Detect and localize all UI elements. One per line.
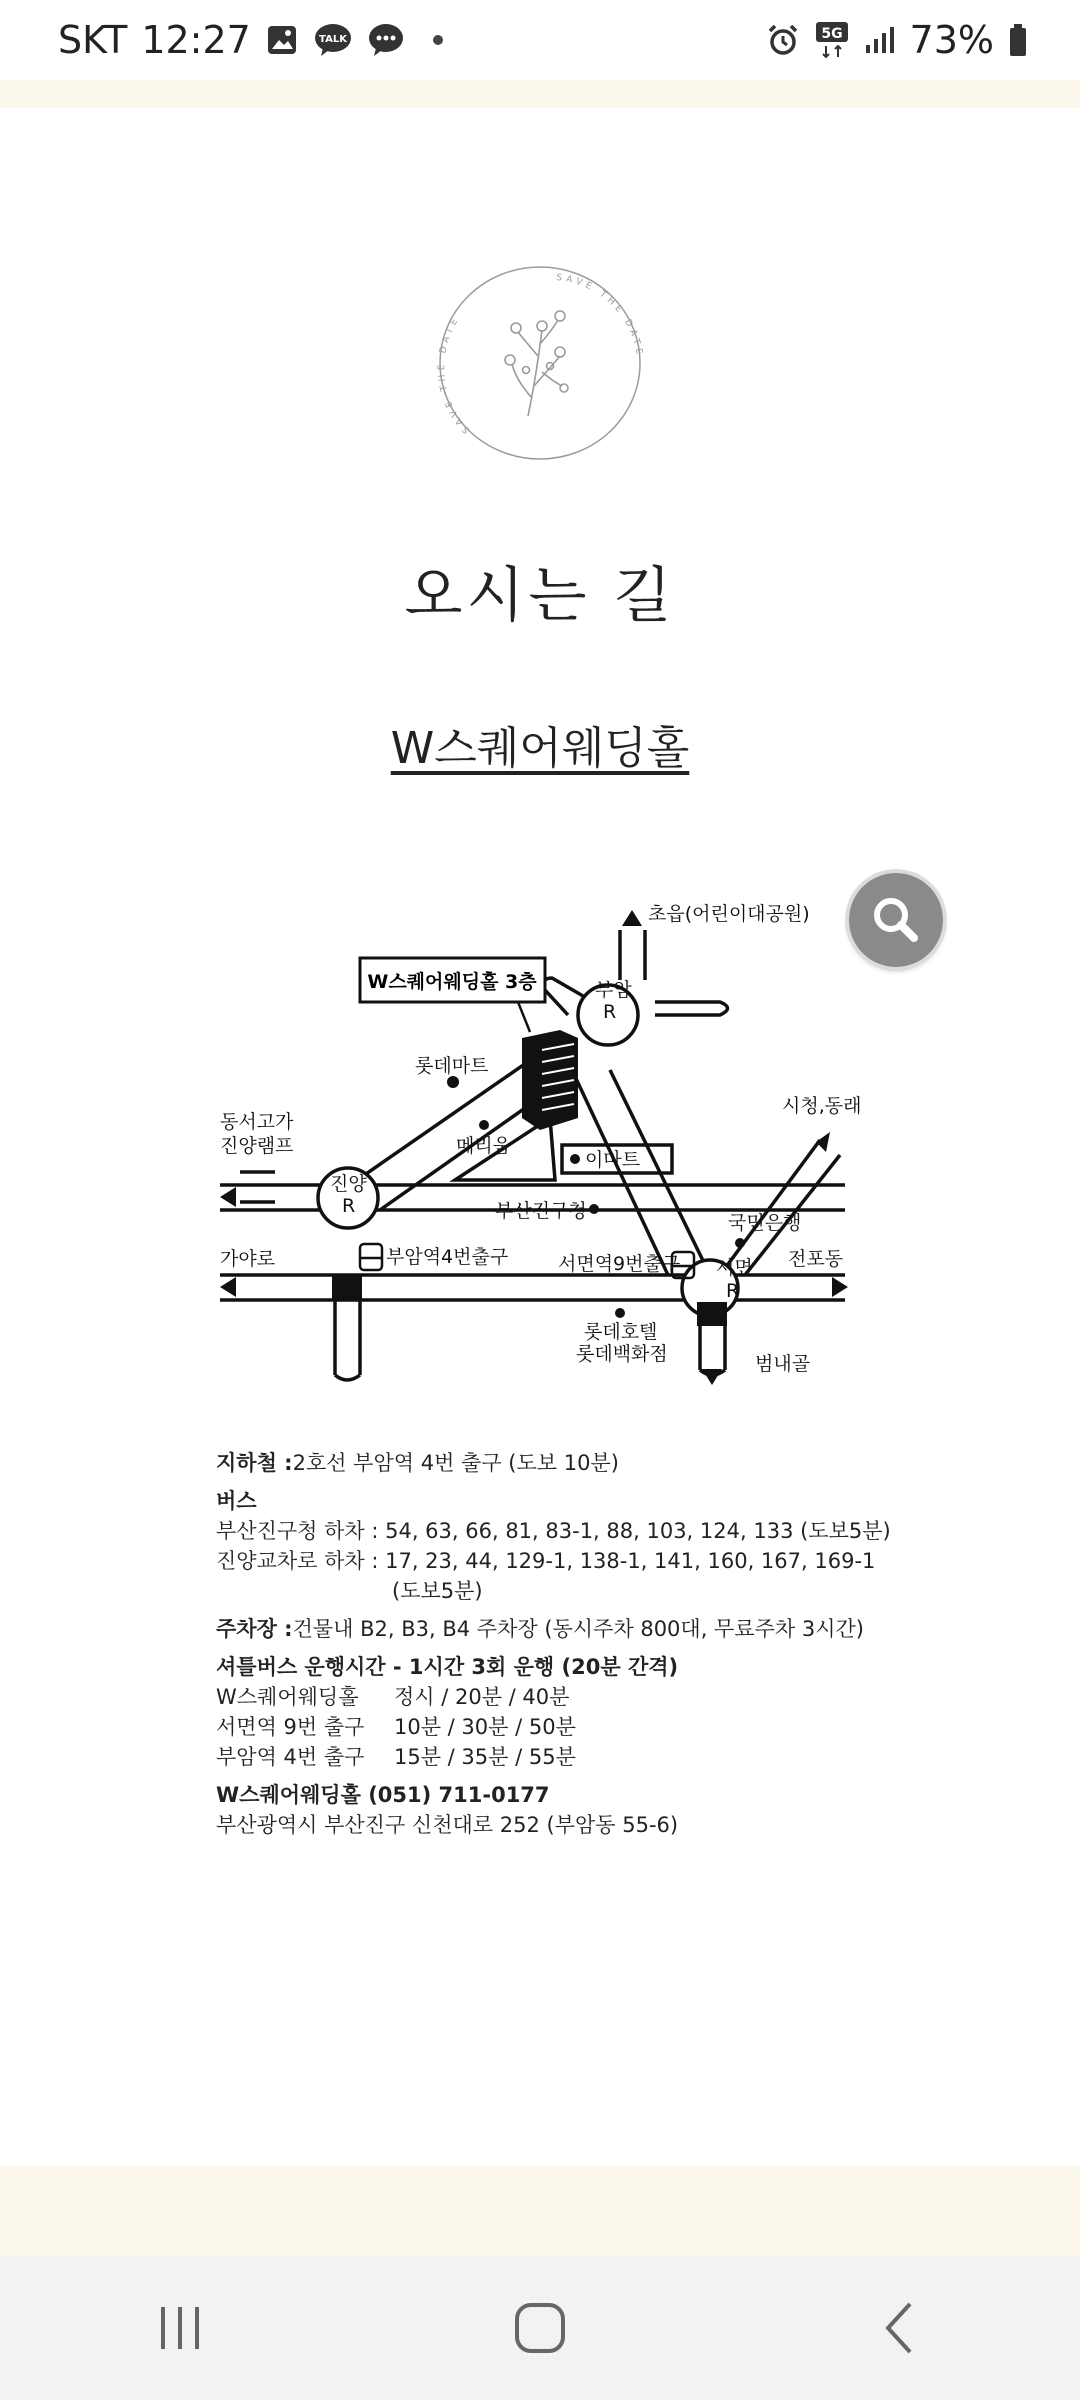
carrier-label: SKT	[58, 18, 128, 62]
alarm-icon	[766, 23, 800, 57]
map-label-dongseo: 동서고가	[220, 1111, 294, 1133]
bus-line: 부산진구청 하차 : 54, 63, 66, 81, 83-1, 88, 103, 124, 133 (도보5분)	[216, 1519, 891, 1543]
venue-link[interactable]: W스퀘어웨딩홀	[390, 723, 690, 774]
building-icon	[522, 1030, 578, 1130]
directions-info	[216, 1448, 1036, 1840]
top-band	[0, 80, 1080, 108]
back-icon	[880, 2300, 920, 2356]
status-bar-right	[766, 18, 1028, 62]
map-label-beomnaegol: 범내골	[755, 1353, 811, 1375]
contact-row: W스퀘어웨딩홀 (051) 711-0177	[216, 1783, 550, 1807]
address-row: 부산광역시 부산진구 신천대로 252 (부암동 55-6)	[216, 1813, 679, 1837]
system-nav-bar	[0, 2256, 1080, 2400]
status-bar-left	[58, 18, 443, 62]
svg-text:5G: 5G	[820, 26, 843, 42]
map-label-buam-exit: 부암역4번출구	[386, 1246, 509, 1268]
map-label-sicheong: 시청,동래	[782, 1095, 862, 1117]
bus-heading: 버스	[216, 1489, 257, 1513]
map-label-gayaro: 가야로	[220, 1248, 276, 1270]
kakaotalk-icon	[313, 22, 353, 58]
map-label-choeup: 초읍(어린이대공원)	[648, 903, 810, 925]
chat-icon	[367, 22, 405, 58]
notification-dot-icon	[433, 35, 443, 45]
clock: 12:27	[141, 18, 251, 62]
map-label-seomyeon-exit: 서면역9번출구	[558, 1253, 681, 1275]
shuttle-row: 부암역 4번 출구 15분 / 35분 / 55분	[216, 1745, 576, 1769]
flower-icon	[505, 311, 568, 416]
battery-percent: 73%	[909, 18, 994, 62]
shuttle-heading: 셔틀버스 운행시간 - 1시간 3회 운행 (20분 간격)	[216, 1655, 679, 1679]
bus-line: 진양교차로 하차 : 17, 23, 44, 129-1, 138-1, 141, 160, 167, 169-1	[216, 1549, 876, 1573]
svg-text:R: R	[342, 1195, 356, 1217]
shuttle-row: W스퀘어웨딩홀 정시 / 20분 / 40분	[216, 1685, 570, 1709]
shuttle-row: 서면역 9번 출구 10분 / 30분 / 50분	[216, 1715, 576, 1739]
parking-row: 주차장 : 건물내 B2, B3, B4 주차장 (동시주차 800대, 무료주차 3시간)	[216, 1617, 864, 1641]
svg-text:SAVE THE DATE: SAVE THE DATE	[437, 313, 473, 435]
back-button[interactable]	[840, 2278, 960, 2378]
svg-text:SAVE THE DATE: SAVE THE DATE	[555, 272, 645, 359]
recent-apps-button[interactable]	[120, 2278, 240, 2378]
save-the-date-stamp	[430, 260, 650, 470]
home-icon	[512, 2300, 568, 2356]
gallery-icon	[265, 23, 299, 57]
map-label-jinyang: 진양	[330, 1173, 367, 1195]
bus-line: (도보5분)	[392, 1579, 483, 1603]
map-label-lotte-hotel: 롯데호텔	[584, 1321, 658, 1343]
map-label-kookmin: 국민은행	[728, 1212, 802, 1234]
battery-icon	[1008, 23, 1028, 57]
magnifier-icon	[866, 890, 926, 950]
map-label-merium: 메리움	[456, 1135, 512, 1157]
svg-text:R: R	[726, 1280, 740, 1302]
svg-text:TALK: TALK	[318, 34, 347, 45]
map-label-busanjin-office: 부산진구청	[495, 1200, 587, 1222]
signal-icon	[864, 25, 896, 55]
home-button[interactable]	[480, 2278, 600, 2378]
subway-row: 지하철 : 2호선 부암역 4번 출구 (도보 10분)	[216, 1451, 619, 1475]
map-label-emart: 이마트	[585, 1149, 641, 1171]
map-label-jinyang-ramp: 진양램프	[220, 1135, 294, 1157]
map-label-buam: 부암	[595, 979, 632, 1001]
map-label-lotte-mart: 롯데마트	[415, 1055, 489, 1077]
map-building-label: W스퀘어웨딩홀 3층	[367, 971, 537, 993]
recent-apps-icon	[155, 2303, 205, 2353]
map-zoom-button[interactable]	[849, 873, 943, 967]
map-label-lotte-dept: 롯데백화점	[576, 1343, 668, 1365]
bus-icon	[360, 1244, 382, 1270]
map-label-seomyeon: 서면	[716, 1257, 753, 1279]
network-5g-icon	[814, 20, 850, 60]
status-bar	[0, 0, 1080, 80]
page-title: 오시는 길	[404, 561, 676, 631]
bottom-band	[0, 2166, 1080, 2256]
svg-text:R: R	[603, 1001, 617, 1023]
map-label-jeonpo: 전포동	[788, 1248, 844, 1270]
